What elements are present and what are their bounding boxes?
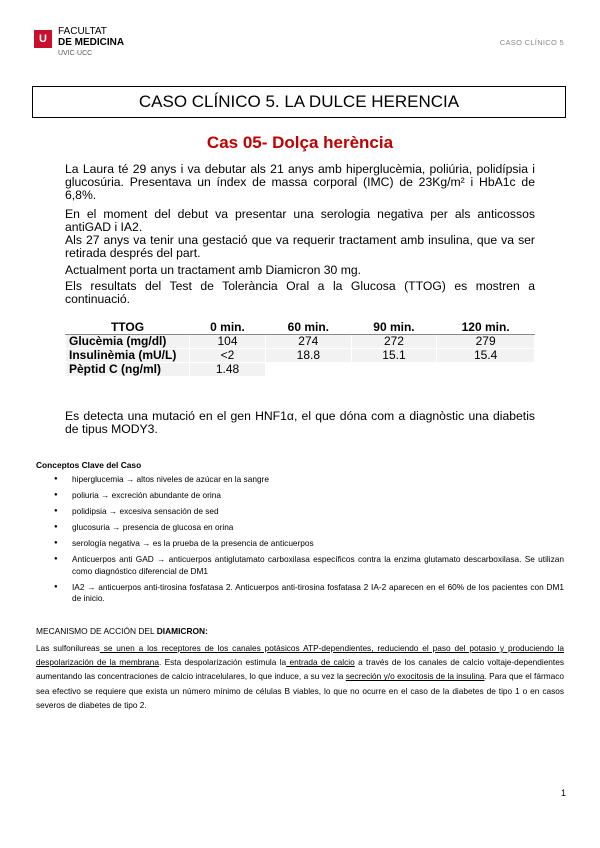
table-cell <box>266 363 352 377</box>
mechanism-underlined-text: entrada de calcio <box>286 657 355 668</box>
table-header: 90 min. <box>351 321 437 335</box>
list-item: ● Anticuerpos anti GAD → anticuerpos antiglutamato carboxilasa específicos contra la enzima glutamato descarboxilasa. Se utilizan como diagnóstico diferencial de DM1 <box>36 554 564 577</box>
table-cell: 274 <box>266 335 352 349</box>
mechanism-text: . Para que el fármaco sea efectivo se requiere que exista un número mínimo de células B viables, lo que no ocurre en el caso de la diabetes de tipo 1 o en casos severos de diabetes de tipo 2. <box>36 671 564 710</box>
list-item: ● hiperglucemia → altos niveles de azúcar en la sangre <box>36 474 564 486</box>
case-paragraph-5: Els resultats del Test de Tolerància Oral a la Glucosa (TTOG) es mostren a continuació. <box>65 279 535 306</box>
table-cell <box>437 363 535 377</box>
table-row <box>66 363 535 377</box>
table-cell: Insulinèmia (mU/L) <box>66 349 190 363</box>
page-title: CASO CLÍNICO 5. LA DULCE HERENCIA <box>32 86 566 118</box>
list-item: ● glucosuria → presencia de glucosa en orina <box>36 522 564 534</box>
case-paragraph-1: La Laura té 29 anys i va debutar als 21 anys amb hiperglucèmia, poliúria, polidípsia i glucosúria. Presentava un índex de massa corporal (IMC) de 23Kg/m² i HbA1c de 6,8%. <box>65 162 535 202</box>
concepts-list <box>36 474 564 609</box>
faculty-line-1: FACULTAT <box>58 26 107 37</box>
table-cell: 18.8 <box>266 349 352 363</box>
table-header: 60 min. <box>266 321 352 335</box>
mechanism-text: . Esta despolarización estimula la <box>158 657 287 668</box>
concepts-title: Conceptos Clave del Caso <box>36 460 142 470</box>
case-paragraph-3: Als 27 anys va tenir una gestació que va requerir tractament amb insulina, que va ser retirada després del part. <box>65 233 535 260</box>
table-cell: 272 <box>351 335 437 349</box>
table-cell: <2 <box>190 349 266 363</box>
mechanism-title-drug: DIAMICRON: <box>156 626 208 636</box>
table-header: TTOG <box>66 321 190 335</box>
case-paragraph-2: En el moment del debut va presentar una serologia negativa per als anticossos antiGAD i IA2. <box>65 207 535 234</box>
mechanism-text: a través de los canales de calcio voltaje-dependientes aumentando las concentraciones de calcio intracelulares, lo que induce, a su vez la <box>36 657 564 682</box>
list-item: ● polidipsia → excesiva sensación de sed <box>36 506 564 518</box>
mechanism-underlined-text: secreción y/o exocitosis de la insulina <box>345 671 485 682</box>
table-cell: 15.1 <box>351 349 437 363</box>
faculty-line-2: DE MEDICINA <box>58 37 125 48</box>
mechanism-text: Las sulfonilureas <box>36 643 100 653</box>
table-cell: Pèptid C (ng/ml) <box>66 363 190 377</box>
table-cell: Glucèmia (mg/dl) <box>66 335 190 349</box>
mechanism-paragraph <box>36 641 564 712</box>
table-cell: 104 <box>190 335 266 349</box>
faculty-line-3: UVIC·UCC <box>58 50 93 57</box>
mutation-paragraph: Es detecta una mutació en el gen HNF1α, el que dóna com a diagnòstic una diabetis de tipus MODY3. <box>65 409 535 436</box>
list-item: ● serología negativa → es la prueba de la presencia de anticuerpos <box>36 538 564 550</box>
header-case-label: CASO CLÍNICO 5 <box>499 38 564 47</box>
mechanism-title <box>36 626 208 636</box>
table-header-row <box>66 321 535 335</box>
faculty-logo <box>34 26 124 59</box>
table-cell <box>351 363 437 377</box>
ttog-table <box>65 321 535 377</box>
mechanism-underlined-text: se unen a los receptores de los canales potásicos ATP-dependientes, reduciendo el paso del potasio y produciendo la despolarización de la membrana <box>36 643 564 668</box>
faculty-name <box>58 26 124 59</box>
list-item: ● IA2 → anticuerpos anti-tirosina fosfatasa 2. Anticuerpos anti-tirosina fosfatasa 2 IA-2 aparecen en el 60% de los pacientes con DM1 de inicio. <box>36 582 564 605</box>
table-header: 120 min. <box>437 321 535 335</box>
case-paragraph-4: Actualment porta un tractament amb Diamicron 30 mg. <box>65 263 362 277</box>
table-cell: 1.48 <box>190 363 266 377</box>
page-number: 1 <box>560 788 566 798</box>
table-row <box>66 335 535 349</box>
table-cell: 279 <box>437 335 535 349</box>
university-logo-icon: U <box>34 30 52 48</box>
mechanism-title-prefix: MECANISMO DE ACCIÓN DEL <box>36 626 157 636</box>
table-row <box>66 349 535 363</box>
list-item: ● poliuria → excreción abundante de orina <box>36 490 564 502</box>
table-header: 0 min. <box>190 321 266 335</box>
table-cell: 15.4 <box>437 349 535 363</box>
case-subtitle: Cas 05- Dolça herència <box>206 133 394 152</box>
